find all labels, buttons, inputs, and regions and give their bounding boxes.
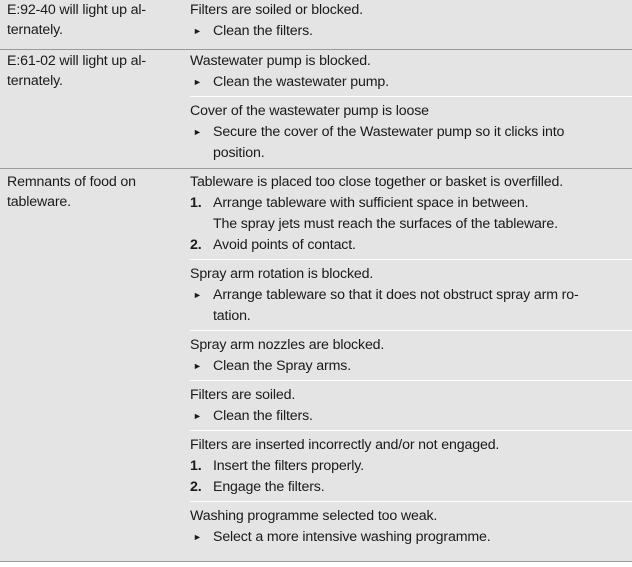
causes-cell	[190, 51, 632, 164]
table-row	[0, 169, 632, 559]
cause-text: Wastewater pump is blocked.	[190, 53, 371, 69]
remedy-item	[190, 122, 632, 164]
fault-cell	[7, 51, 179, 91]
causes-cell	[190, 0, 632, 42]
remedy-item	[190, 356, 632, 377]
remedy-text: Secure the cover of the Wastewater pump so it clicks into	[213, 124, 565, 140]
table-row	[0, 0, 632, 48]
cause-text: Spray arm nozzles are blocked.	[190, 337, 385, 353]
remedy-text: Arrange tableware with sufficient space in between.	[213, 195, 529, 211]
triangle-bullet-icon: ►	[193, 411, 202, 421]
remedy-item	[190, 406, 632, 427]
fault-text-line: ternately.	[7, 73, 63, 89]
remedy-text: Engage the filters.	[213, 479, 325, 495]
remedy-item	[190, 72, 632, 93]
remedy-item	[190, 193, 632, 235]
remedy-text: Select a more intensive washing programme.	[213, 529, 491, 545]
table-row	[0, 50, 632, 167]
cause-divider	[190, 430, 632, 431]
fault-text-line: E:61-02 will light up al-	[7, 53, 146, 69]
cause-text: Filters are inserted incorrectly and/or not engaged.	[190, 437, 500, 453]
cause-block	[190, 435, 632, 498]
step-number: 2.	[190, 237, 202, 253]
remedy-text: Clean the filters.	[213, 408, 313, 424]
cause-text: Spray arm rotation is blocked.	[190, 266, 374, 282]
cause-divider	[190, 380, 632, 381]
remedy-text: Arrange tableware so that it does not obstruct spray arm ro-	[213, 287, 579, 303]
cause-block	[190, 335, 632, 377]
remedy-text: Insert the filters properly.	[213, 458, 364, 474]
remedy-text: Clean the wastewater pump.	[213, 74, 389, 90]
triangle-bullet-icon: ►	[193, 361, 202, 371]
cause-text: Tableware is placed too close together or basket is overfilled.	[190, 174, 564, 190]
cause-text: Cover of the wastewater pump is loose	[190, 103, 429, 119]
remedy-text: Clean the Spray arms.	[213, 358, 351, 374]
remedy-item	[190, 235, 632, 256]
step-number: 2.	[190, 479, 202, 495]
step-number: 1.	[190, 195, 202, 211]
triangle-bullet-icon: ►	[193, 26, 202, 36]
remedy-item	[190, 456, 632, 477]
fault-text-line: Remnants of food on	[7, 174, 136, 190]
fault-text-line: E:92-40 will light up al-	[7, 2, 146, 18]
triangle-bullet-icon: ►	[193, 532, 202, 542]
triangle-bullet-icon: ►	[193, 77, 202, 87]
remedy-text: tation.	[213, 308, 251, 324]
causes-cell	[190, 172, 632, 548]
remedy-text: position.	[213, 145, 265, 161]
cause-divider	[190, 96, 632, 97]
fault-text-line: ternately.	[7, 22, 63, 38]
fault-cell	[7, 0, 179, 40]
cause-block	[190, 264, 632, 327]
fault-text-line: tableware.	[7, 194, 71, 210]
cause-block	[190, 51, 632, 93]
cause-block	[190, 506, 632, 548]
fault-cell	[7, 172, 179, 212]
remedy-item	[190, 285, 632, 327]
cause-text: Washing programme selected too weak.	[190, 508, 438, 524]
cause-block	[190, 0, 632, 42]
cause-divider	[190, 259, 632, 260]
cause-block	[190, 101, 632, 164]
remedy-item	[190, 477, 632, 498]
remedy-text: Avoid points of contact.	[213, 237, 356, 253]
remedy-text: The spray jets must reach the surfaces of the tableware.	[213, 216, 558, 232]
step-number: 1.	[190, 458, 202, 474]
cause-text: Filters are soiled.	[190, 387, 296, 403]
triangle-bullet-icon: ►	[193, 290, 202, 300]
remedy-item	[190, 527, 632, 548]
cause-text: Filters are soiled or blocked.	[190, 2, 363, 18]
cause-divider	[190, 330, 632, 331]
cause-divider	[190, 501, 632, 502]
cause-block	[190, 385, 632, 427]
remedy-text: Clean the filters.	[213, 23, 313, 39]
page-margin	[0, 562, 632, 567]
triangle-bullet-icon: ►	[193, 127, 202, 137]
remedy-item	[190, 21, 632, 42]
cause-block	[190, 172, 632, 256]
